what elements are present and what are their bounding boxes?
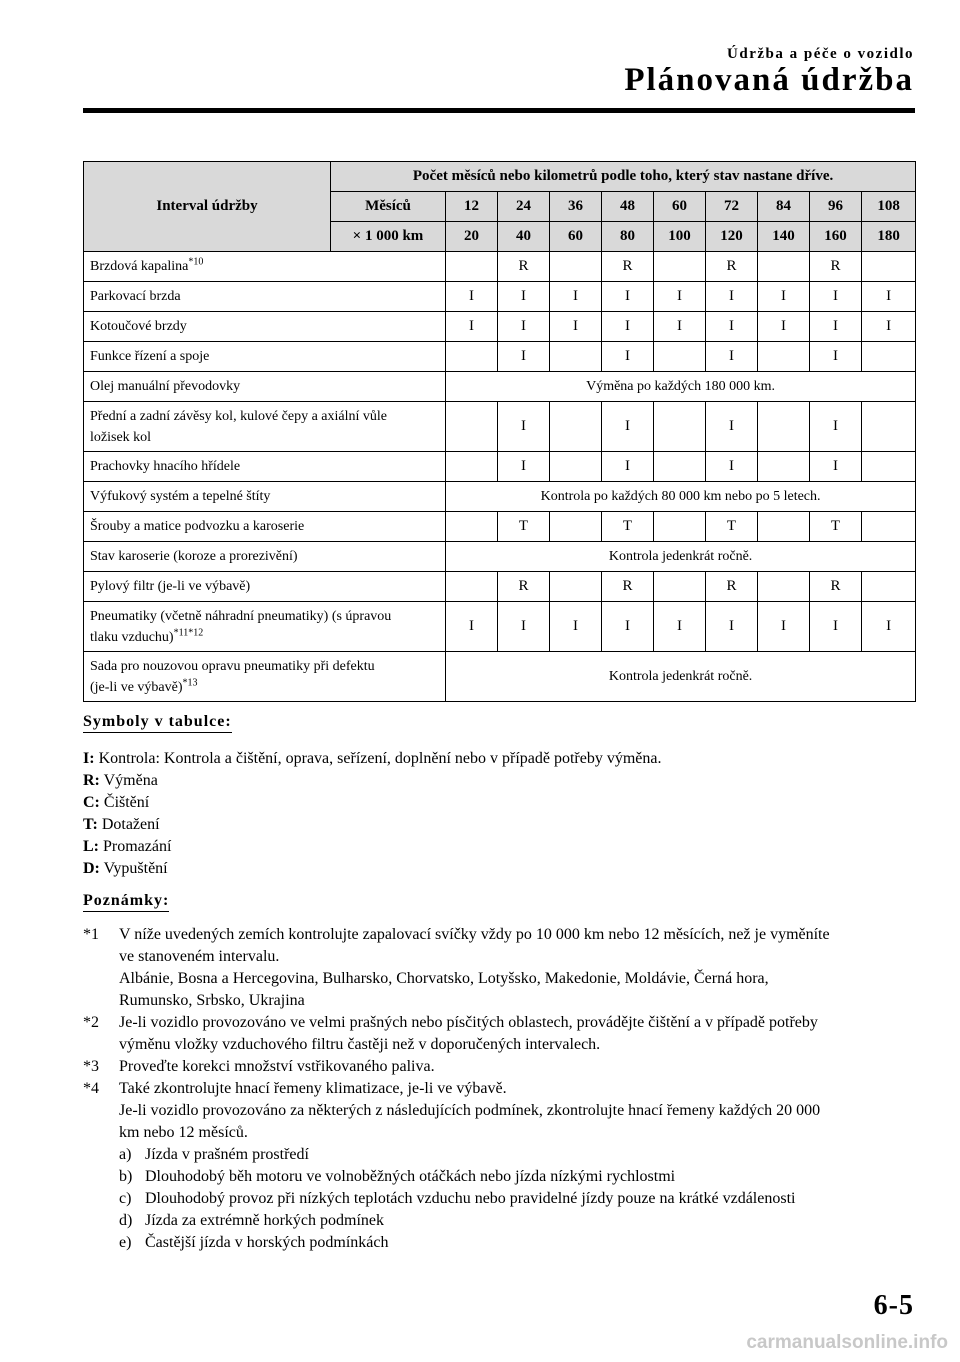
schedule-cell: [550, 512, 602, 542]
schedule-cell: [862, 402, 916, 452]
schedule-cell: [550, 252, 602, 282]
note-subitem: [119, 1166, 915, 1188]
schedule-cell: I: [706, 402, 758, 452]
item-name: Kotoučové brzdy: [90, 319, 187, 334]
schedule-cell: I: [758, 312, 810, 342]
schedule-cell: R: [706, 252, 758, 282]
maintenance-item: [84, 482, 446, 512]
schedule-span-cell: Kontrola jedenkrát ročně.: [446, 652, 916, 702]
subitem-text: Jízda za extrémně horkých podmínek: [145, 1212, 385, 1229]
schedule-cell: [758, 342, 810, 372]
km-header-cell: 160: [810, 222, 862, 252]
schedule-cell: T: [602, 512, 654, 542]
schedule-cell: R: [602, 252, 654, 282]
symbol-legend-item: [83, 815, 160, 835]
maintenance-item: [84, 342, 446, 372]
schedule-cell: I: [862, 602, 916, 652]
schedule-cell: I: [498, 312, 550, 342]
schedule-cell: I: [654, 312, 706, 342]
schedule-cell: [654, 342, 706, 372]
schedule-cell: R: [706, 572, 758, 602]
schedule-cell: [862, 342, 916, 372]
table-row: [84, 572, 916, 602]
table-row: [84, 402, 916, 452]
schedule-cell: [654, 572, 706, 602]
schedule-cell: I: [810, 452, 862, 482]
schedule-cell: T: [810, 512, 862, 542]
maintenance-item: [84, 572, 446, 602]
schedule-cell: [446, 252, 498, 282]
note-line: Rumunsko, Srbsko, Ukrajina: [119, 992, 305, 1009]
schedule-span-cell: Kontrola jedenkrát ročně.: [446, 542, 916, 572]
km-header-cell: 40: [498, 222, 550, 252]
km-header-cell: 100: [654, 222, 706, 252]
km-header-cell: 180: [862, 222, 916, 252]
schedule-cell: T: [706, 512, 758, 542]
schedule-cell: I: [706, 602, 758, 652]
schedule-cell: [550, 342, 602, 372]
subitem-key: c): [119, 1190, 132, 1207]
table-row: [84, 372, 916, 402]
note-number: *4: [83, 1080, 99, 1097]
km-header-cell: 80: [602, 222, 654, 252]
schedule-cell: I: [706, 312, 758, 342]
note-line: Albánie, Bosna a Hercegovina, Bulharsko, Chorvatsko, Lotyšsko, Makedonie, Moldávie, Černá hora,: [119, 970, 769, 987]
schedule-cell: [654, 512, 706, 542]
month-header-cell: 96: [810, 192, 862, 222]
schedule-cell: [654, 452, 706, 482]
note-number: *1: [83, 926, 99, 943]
schedule-cell: I: [706, 452, 758, 482]
month-header-cell: 84: [758, 192, 810, 222]
schedule-cell: [862, 252, 916, 282]
schedule-cell: I: [706, 342, 758, 372]
schedule-cell: [862, 572, 916, 602]
table-row: [84, 602, 916, 652]
interval-header: Interval údržby: [84, 162, 331, 252]
schedule-span-cell: Kontrola po každých 80 000 km nebo po 5 letech.: [446, 482, 916, 512]
maintenance-schedule-table: [83, 161, 916, 702]
item-name-cont: (je-li ve výbavě): [90, 679, 183, 695]
item-name: Přední a zadní závěsy kol, kulové čepy a axiální vůle: [90, 408, 388, 424]
item-name: Parkovací brzda: [90, 289, 181, 304]
maintenance-item: [84, 282, 446, 312]
schedule-cell: [446, 402, 498, 452]
table-row: [84, 452, 916, 482]
schedule-cell: I: [862, 282, 916, 312]
subitem-key: e): [119, 1234, 132, 1251]
schedule-cell: I: [758, 282, 810, 312]
schedule-cell: I: [498, 342, 550, 372]
schedule-cell: I: [498, 452, 550, 482]
maintenance-item: [84, 252, 446, 282]
schedule-cell: I: [446, 602, 498, 652]
km-header-cell: 20: [446, 222, 498, 252]
schedule-cell: I: [758, 602, 810, 652]
schedule-cell: R: [498, 572, 550, 602]
schedule-cell: [550, 452, 602, 482]
schedule-cell: [758, 452, 810, 482]
item-name: Brzdová kapalina: [90, 259, 189, 274]
symbol-text: Kontrola: Kontrola a čištění, oprava, seřízení, doplnění nebo v případě potřeby výměna.: [98, 750, 662, 767]
note-line: ve stanoveném intervalu.: [119, 948, 280, 965]
schedule-cell: [654, 252, 706, 282]
table-row: [84, 652, 916, 702]
maintenance-item: [84, 652, 446, 702]
schedule-cell: [758, 252, 810, 282]
schedule-cell: [446, 572, 498, 602]
footnote-ref: *10: [188, 256, 204, 268]
page-number: 6-5: [873, 1290, 914, 1321]
symbol-key: L:: [83, 838, 99, 855]
table-row: [84, 342, 916, 372]
schedule-cell: R: [810, 572, 862, 602]
note-line: Také zkontrolujte hnací řemeny klimatizace, je-li ve výbavě.: [119, 1080, 507, 1097]
km-header-cell: 60: [550, 222, 602, 252]
item-name: Funkce řízení a spoje: [90, 349, 210, 364]
schedule-cell: I: [810, 312, 862, 342]
symbol-text: Dotažení: [101, 816, 160, 833]
symbol-text: Vypuštění: [103, 860, 168, 877]
section-title: Údržba a péče o vozidlo: [727, 46, 914, 62]
subitem-key: d): [119, 1212, 133, 1229]
note-line: Je-li vozidlo provozováno ve velmi prašných nebo písčitých oblastech, provádějte čištění a v případě potřeby: [119, 1014, 818, 1031]
month-header-cell: 24: [498, 192, 550, 222]
note-subitem: [119, 1188, 915, 1210]
schedule-cell: [758, 402, 810, 452]
item-name: Výfukový systém a tepelné štíty: [90, 489, 271, 504]
schedule-cell: I: [498, 282, 550, 312]
footnote-ref: *11*12: [173, 626, 204, 638]
schedule-span-cell: Výměna po každých 180 000 km.: [446, 372, 916, 402]
schedule-cell: [862, 512, 916, 542]
schedule-cell: [654, 402, 706, 452]
schedule-cell: T: [498, 512, 550, 542]
table-row: [84, 542, 916, 572]
symbol-legend-item: [83, 749, 662, 769]
note-subitem: [119, 1210, 915, 1232]
km-label: × 1 000 km: [331, 222, 446, 252]
schedule-cell: I: [810, 602, 862, 652]
note-line: V níže uvedených zemích kontrolujte zapalovací svíčky vždy po 10 000 km nebo 12 měsících, než je vyměníte: [119, 926, 830, 943]
note-line: výměnu vložky vzduchového filtru častěji než v doporučených intervalech.: [119, 1036, 601, 1053]
table-row: [84, 312, 916, 342]
symbol-text: Čištění: [103, 794, 150, 811]
subitem-key: b): [119, 1168, 133, 1185]
schedule-cell: [758, 572, 810, 602]
symbol-key: R:: [83, 772, 100, 789]
subitem-key: a): [119, 1146, 132, 1163]
note-subitem: [119, 1232, 915, 1254]
month-header-cell: 36: [550, 192, 602, 222]
period-header: Počet měsíců nebo kilometrů podle toho, který stav nastane dříve.: [331, 162, 916, 192]
item-name: Pneumatiky (včetně náhradní pneumatiky) (s úpravou: [90, 608, 392, 624]
note-line: Proveďte korekci množství vstřikovaného paliva.: [119, 1058, 435, 1075]
schedule-cell: I: [602, 452, 654, 482]
schedule-cell: I: [602, 342, 654, 372]
maintenance-item: [84, 602, 446, 652]
symbol-legend-item: [83, 771, 158, 791]
item-name: Stav karoserie (koroze a prorezivění): [90, 549, 298, 564]
schedule-cell: I: [810, 342, 862, 372]
schedule-cell: [446, 452, 498, 482]
schedule-cell: [446, 342, 498, 372]
schedule-cell: I: [446, 312, 498, 342]
month-header-cell: 72: [706, 192, 758, 222]
maintenance-item: [84, 512, 446, 542]
schedule-cell: R: [498, 252, 550, 282]
symbols-heading: Symboly v tabulce:: [83, 712, 232, 733]
km-header-cell: 120: [706, 222, 758, 252]
symbol-key: T:: [83, 816, 98, 833]
header-divider: [83, 108, 915, 113]
schedule-cell: I: [602, 602, 654, 652]
schedule-cell: I: [550, 282, 602, 312]
maintenance-item: [84, 402, 446, 452]
table-row: [84, 482, 916, 512]
symbol-legend-item: [83, 837, 171, 857]
notes-heading: Poznámky:: [83, 891, 169, 912]
month-header-cell: 108: [862, 192, 916, 222]
table-row: [84, 252, 916, 282]
months-label: Měsíců: [331, 192, 446, 222]
maintenance-item: [84, 452, 446, 482]
symbol-text: Výměna: [103, 772, 158, 789]
table-row: [84, 512, 916, 542]
symbol-legend-item: [83, 793, 149, 813]
note-number: *3: [83, 1058, 99, 1075]
schedule-cell: I: [550, 312, 602, 342]
symbol-key: C:: [83, 794, 100, 811]
maintenance-item: [84, 372, 446, 402]
item-name-cont: ložisek kol: [90, 429, 152, 445]
symbol-legend-item: [83, 859, 168, 879]
schedule-cell: I: [654, 282, 706, 312]
schedule-cell: [862, 452, 916, 482]
schedule-cell: I: [550, 602, 602, 652]
item-name-cont: tlaku vzduchu): [90, 629, 174, 645]
watermark: carmanualsonline.info: [746, 1332, 948, 1353]
schedule-cell: I: [862, 312, 916, 342]
schedule-cell: I: [602, 312, 654, 342]
schedule-cell: I: [602, 282, 654, 312]
schedule-cell: R: [602, 572, 654, 602]
item-name: Šrouby a matice podvozku a karoserie: [90, 519, 305, 534]
month-header-cell: 60: [654, 192, 706, 222]
month-header-cell: 12: [446, 192, 498, 222]
subitem-text: Častější jízda v horských podmínkách: [145, 1234, 389, 1251]
schedule-cell: I: [810, 282, 862, 312]
schedule-cell: [758, 512, 810, 542]
schedule-cell: I: [498, 402, 550, 452]
note-number: *2: [83, 1014, 99, 1031]
schedule-cell: I: [498, 602, 550, 652]
item-name: Sada pro nouzovou opravu pneumatiky při defektu: [90, 658, 375, 674]
item-name: Olej manuální převodovky: [90, 379, 241, 394]
maintenance-item: [84, 312, 446, 342]
schedule-cell: [550, 572, 602, 602]
symbol-key: I:: [83, 750, 95, 767]
schedule-cell: I: [654, 602, 706, 652]
note-line: Je-li vozidlo provozováno za některých z následujících podmínek, zkontrolujte hnací řemeny každých 20 000: [119, 1102, 821, 1119]
subitem-text: Dlouhodobý provoz při nízkých teplotách vzduchu nebo pravidelné jízdy pouze na krátké vzdálenosti: [145, 1190, 796, 1207]
footnote-ref: *13: [182, 676, 198, 688]
note-line: km nebo 12 měsíců.: [119, 1124, 248, 1141]
km-header-cell: 140: [758, 222, 810, 252]
page-title: Plánovaná údržba: [624, 62, 914, 98]
month-header-cell: 48: [602, 192, 654, 222]
schedule-cell: R: [810, 252, 862, 282]
item-name: Pylový filtr (je-li ve výbavě): [90, 579, 251, 594]
schedule-cell: [446, 512, 498, 542]
schedule-cell: I: [602, 402, 654, 452]
schedule-cell: I: [810, 402, 862, 452]
schedule-cell: I: [706, 282, 758, 312]
subitem-text: Dlouhodobý běh motoru ve volnoběžných otáčkách nebo jízda nízkými rychlostmi: [145, 1168, 676, 1185]
maintenance-item: [84, 542, 446, 572]
item-name: Prachovky hnacího hřídele: [90, 459, 241, 474]
schedule-cell: [550, 402, 602, 452]
symbol-text: Promazání: [103, 838, 172, 855]
subitem-text: Jízda v prašném prostředí: [145, 1146, 309, 1163]
symbol-key: D:: [83, 860, 100, 877]
schedule-cell: I: [446, 282, 498, 312]
table-row: [84, 282, 916, 312]
note-subitem: [119, 1144, 915, 1166]
